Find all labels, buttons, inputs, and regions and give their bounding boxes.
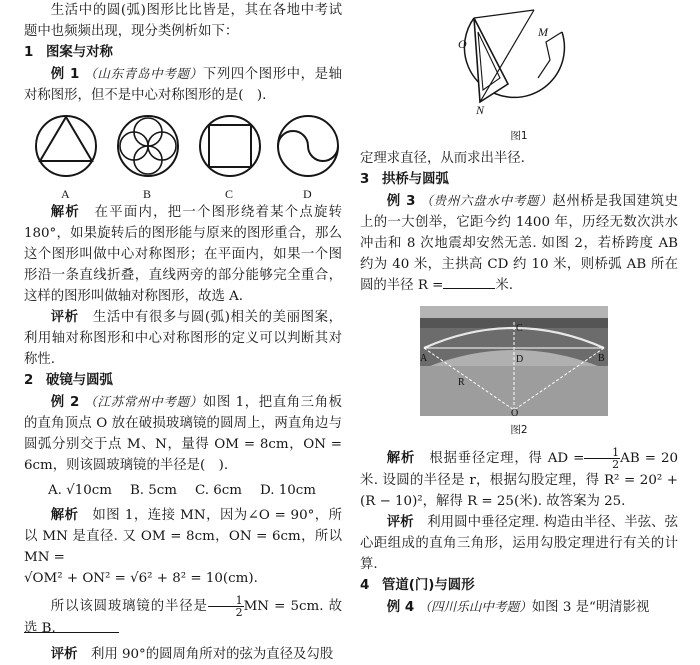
section-number: 2 — [24, 373, 34, 388]
section-title: 管道(门)与圆形 — [382, 578, 475, 593]
example-label: 例 3 — [386, 194, 416, 209]
example-text: 如图 3 是“明清影视 — [531, 600, 650, 615]
analysis-label: 解析 — [50, 205, 81, 220]
example-label: 例 2 — [50, 395, 80, 410]
comment-3 — [360, 512, 678, 575]
fraction-denominator: 2 — [612, 458, 620, 471]
section-title: 图案与对称 — [46, 45, 113, 60]
symmetry-figures — [24, 106, 342, 202]
footnote-rule — [24, 632, 119, 633]
figure-1-drawing — [450, 2, 590, 122]
analysis-text: 根据垂径定理，得 AD = — [429, 451, 585, 466]
point-a-label: A — [420, 353, 428, 364]
figure-1 — [360, 0, 678, 148]
example-source: （江苏常州中考题） — [84, 394, 203, 409]
left-column — [24, 0, 342, 665]
figure-label-d: D — [303, 187, 312, 201]
leg-om — [474, 10, 534, 18]
figure-label-a: A — [61, 187, 70, 201]
analysis-text: 在平面内，把一个图形绕着某个点旋转180°，如果旋转后的图形能与原来的图形重合，那么这个图形叫做中心对称图形；在平面内，如果一个图形沿一条直线折叠，直线两旁的部分能够完全重合，这样的图形叫做轴对称图形，故选 A. — [24, 205, 343, 304]
comment-label: 评析 — [50, 647, 78, 662]
analysis-3 — [360, 447, 678, 512]
conclusion-text: 所以该圆玻璃镜的半径是 — [50, 599, 208, 614]
example-text-end: 米. — [495, 278, 514, 293]
example-text: 下列四个图形中，是轴对称图形，但不是中心对称图形的是( ). — [24, 67, 342, 103]
example-4 — [360, 596, 678, 618]
point-m-label: M — [538, 25, 548, 39]
option-a: A. √10cm — [48, 483, 112, 498]
section-4-heading — [360, 575, 678, 596]
example-label: 例 1 — [50, 67, 80, 82]
section-3-heading — [360, 169, 678, 190]
intro-paragraph: 生活中的圆(弧)图形比比皆是，其在各地中考试题中也频频出现，现分类例析如下： — [24, 3, 342, 39]
fraction-denominator: 2 — [235, 606, 243, 619]
analysis-text: 如图 1，连接 MN，因为∠O = 90°，所以 MN 是直径. 又 OM = 8cm，ON = 6cm，所以 MN = — [24, 508, 343, 565]
comment-text: 生活中有很多与圆(弧)相关的美丽图案，利用轴对称图形和中心对称图形的定义可以判断其对称性. — [24, 310, 343, 367]
example-2 — [24, 391, 342, 476]
section-title: 拱桥与圆弧 — [382, 172, 449, 187]
option-d: D. 10cm — [259, 483, 316, 498]
analysis-label: 解析 — [50, 508, 79, 523]
point-o-label: O — [458, 37, 467, 51]
continuation-text: 定理求直径，从而求出半径. — [360, 151, 525, 166]
figure-c-circle-square — [200, 116, 260, 176]
bridge-photo-drawing — [420, 306, 608, 416]
section-1-heading — [24, 42, 342, 63]
fraction-half — [584, 447, 620, 470]
conclusion-text-end: MN = 5cm. 故选 B. — [24, 599, 343, 636]
section-2-heading — [24, 370, 342, 391]
section-number: 3 — [360, 172, 370, 187]
option-c: C. 6cm — [195, 483, 242, 498]
example-label: 例 4 — [386, 600, 415, 615]
example-source: （山东青岛中考题） — [84, 66, 203, 81]
example-3 — [360, 190, 678, 296]
analysis-label: 解析 — [386, 451, 416, 466]
comment-2 — [24, 644, 342, 665]
answer-options — [24, 480, 342, 501]
analysis-1 — [24, 202, 342, 307]
center-o-label: O — [511, 408, 519, 419]
figure-label-b: B — [143, 187, 152, 201]
figure-2-bridge-photo — [420, 306, 608, 419]
figure-2-caption: 图2 — [510, 424, 528, 436]
section-number: 4 — [360, 578, 370, 593]
example-text: 赵州桥是我国建筑史上的一大创举，它距今约 1400 年，历经无数次洪水冲击和 8 次地震却安然无恙. 如图 2，若桥跨度 AB 约为 40 米，主拱高 CD 约 10 米，则桥弧 AB 所在圆的半径 R = — [360, 194, 679, 293]
symmetry-figures-drawing — [24, 112, 342, 182]
fraction-numerator: 1 — [208, 595, 244, 607]
figure-d-circle-scurve — [278, 116, 338, 176]
point-c-label: C — [516, 323, 523, 334]
fraction-half — [208, 595, 244, 618]
analysis-2 — [24, 505, 342, 568]
figure-label-c: C — [225, 187, 234, 201]
figure-1-caption: 图1 — [510, 130, 528, 142]
figure-a-circle-triangle — [36, 116, 96, 176]
comment-text: 利用 90°的圆周角所对的弦为直径及勾股 — [90, 647, 334, 662]
analysis-text-end: AB = 20 米. 设圆的半径是 r，根据勾股定理，得 R² = 20² + (R − 10)²，解得 R = 25(米). 故答案为 25. — [360, 451, 678, 509]
right-column — [360, 0, 678, 618]
figure-b-circle-petals — [118, 116, 178, 176]
comment-1 — [24, 307, 342, 370]
example-1 — [24, 63, 342, 106]
comment-label: 评析 — [386, 515, 414, 530]
option-b: B. 5cm — [129, 483, 178, 498]
section-number: 1 — [24, 45, 34, 60]
comment-text: 利用圆中垂径定理. 构造由半径、半弦、弦心距组成的直角三角形，运用勾股定理进行有关的计算. — [360, 515, 679, 572]
comment-label: 评析 — [50, 310, 79, 325]
section-title: 破镜与圆弧 — [46, 373, 113, 388]
point-b-label: B — [598, 353, 605, 364]
analysis-2-formula: √OM² + ON² = √6² + 8² = 10(cm). — [24, 571, 258, 586]
example-source: （贵州六盘水中考题） — [420, 193, 553, 208]
answer-blank — [443, 275, 495, 289]
example-text: 如图 1，把直角三角板的直角顶点 O 放在破损玻璃镜的圆周上，两直角边与圆弧分别交于点 M、N，量得 OM = 8cm，ON = 6cm，则该圆玻璃镜的半径是( ). — [24, 395, 343, 473]
point-d-label: D — [516, 354, 524, 365]
example-source: （四川乐山中考题） — [418, 599, 532, 614]
fraction-numerator: 1 — [584, 447, 620, 459]
point-n-label: N — [476, 103, 485, 117]
radius-r-label: R — [458, 377, 465, 388]
